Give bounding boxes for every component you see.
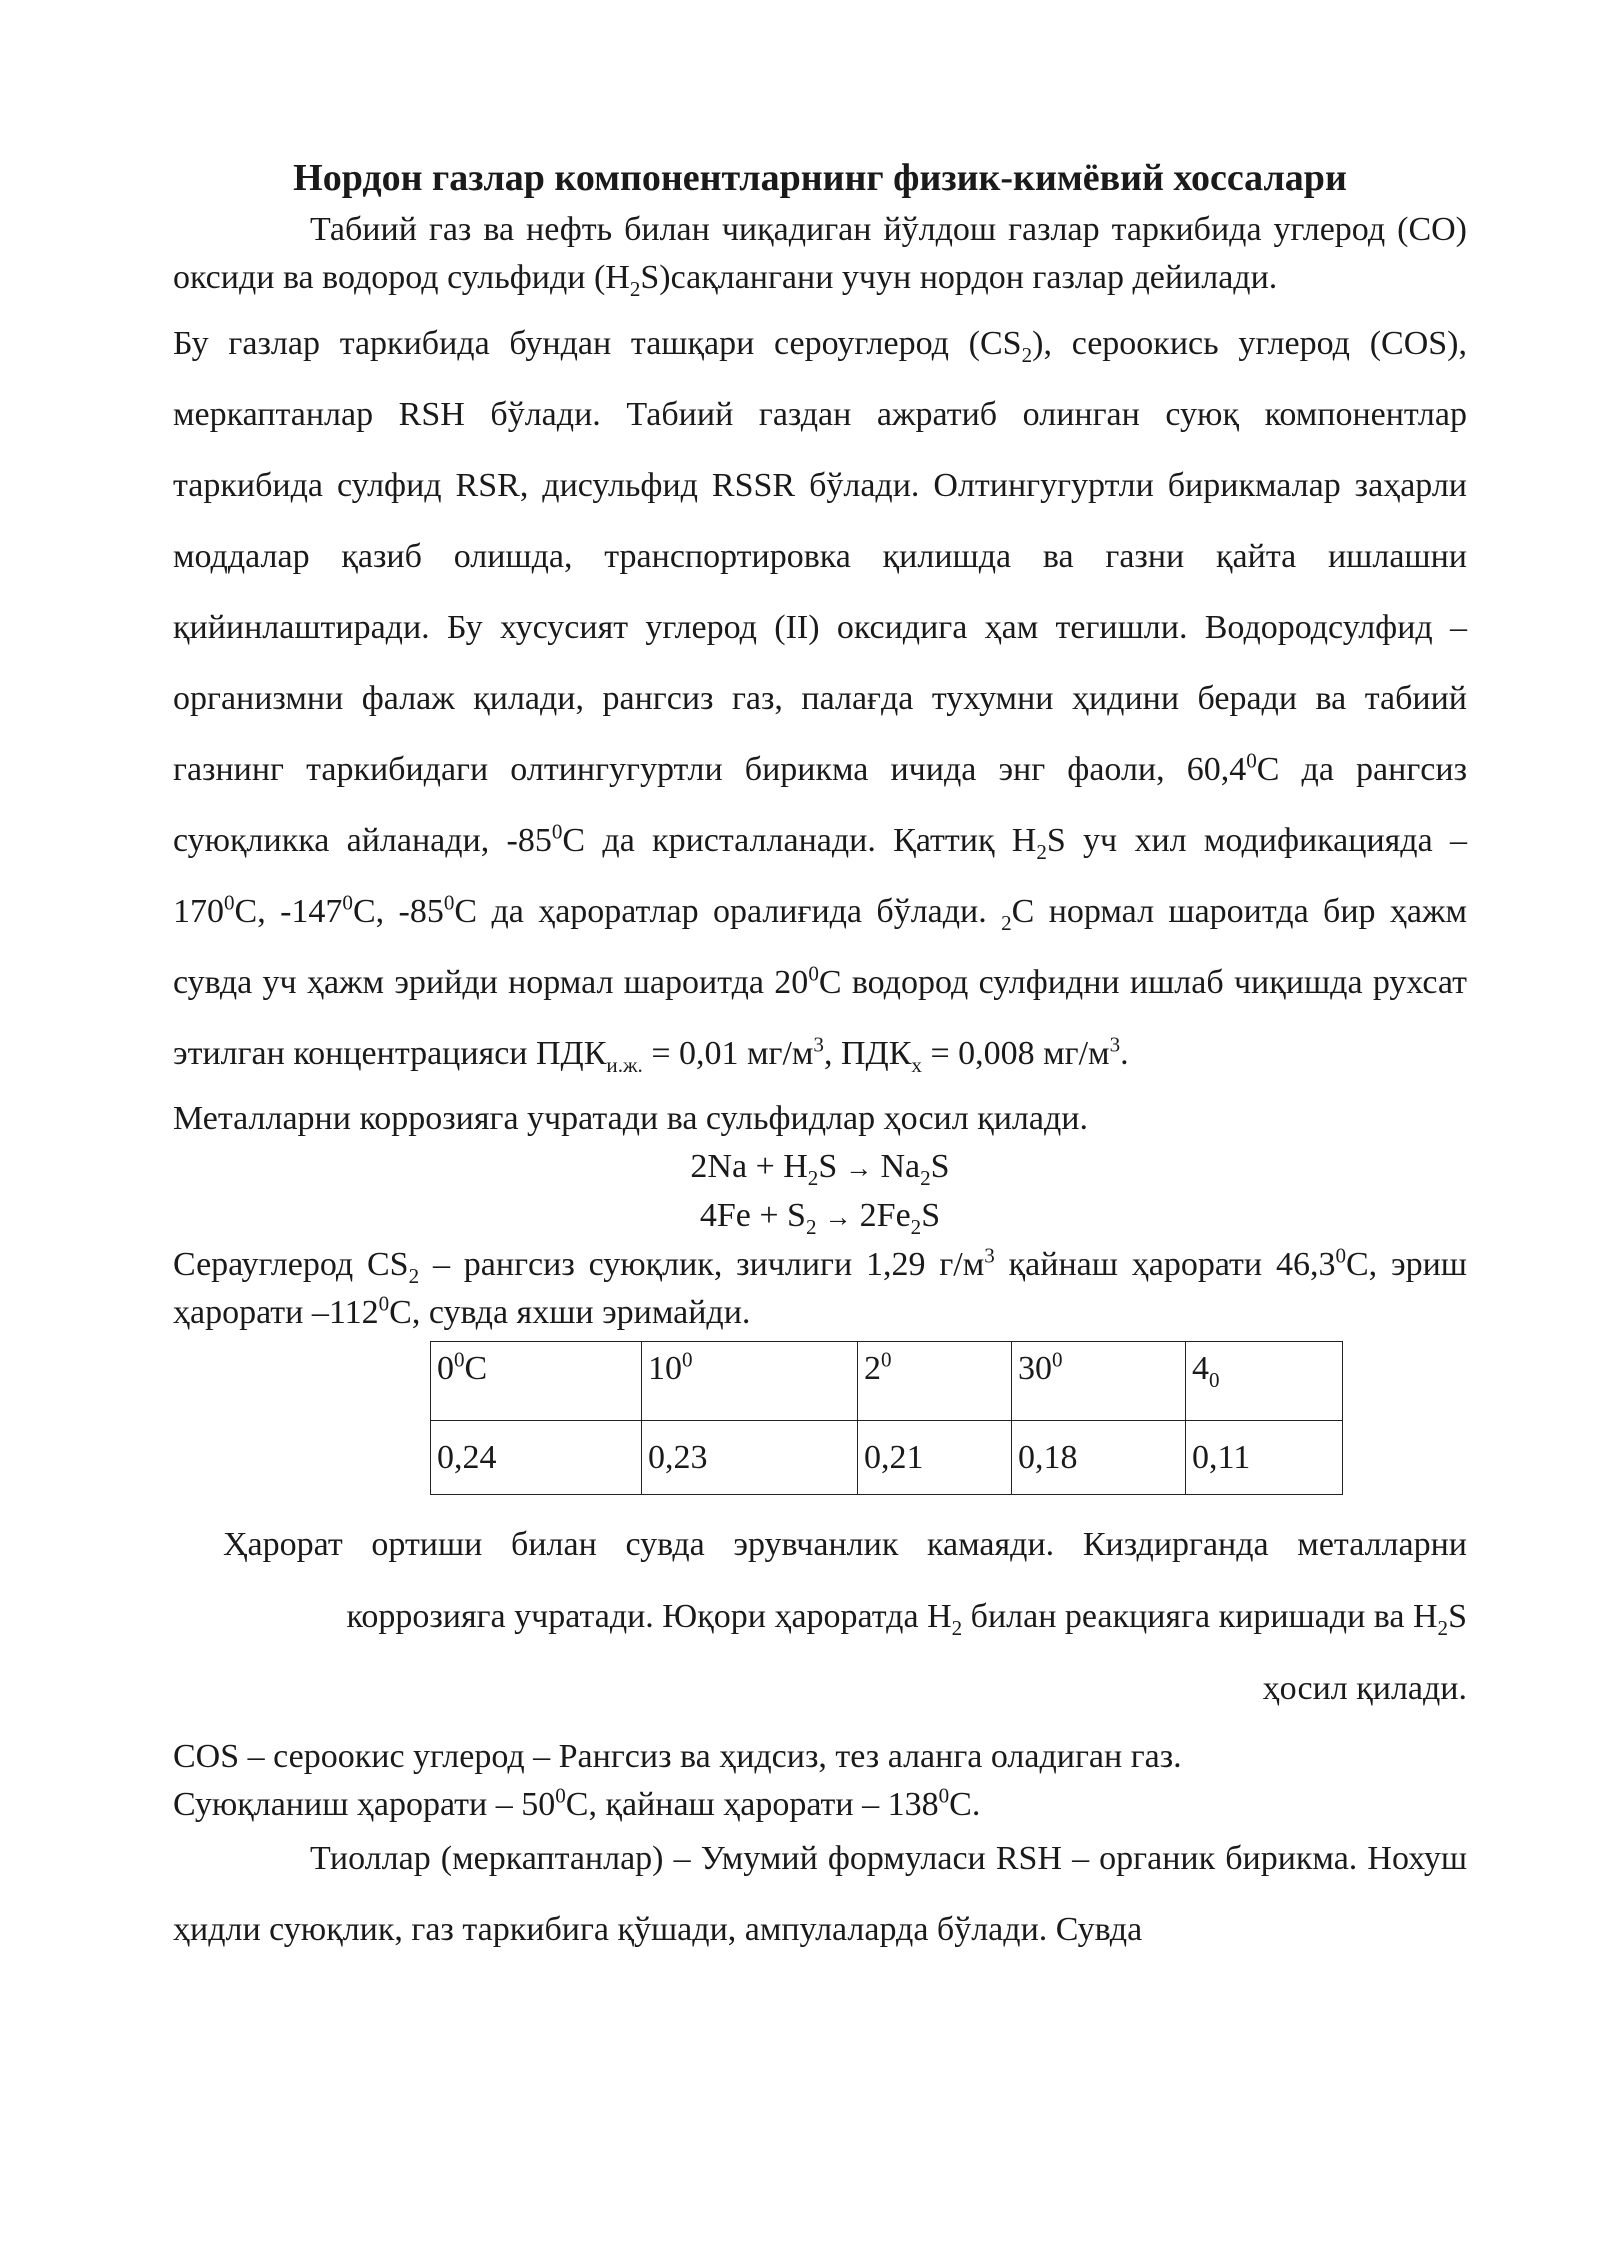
- text-run: С, эриш ҳарорати –112: [173, 1246, 1467, 1331]
- subscript: 2: [920, 1165, 931, 1190]
- equation-text: 2Na + H: [690, 1148, 808, 1185]
- superscript: 3: [1109, 1032, 1121, 1057]
- text-run: С.: [949, 1786, 981, 1823]
- text-run: S: [1448, 1598, 1467, 1635]
- superscript: 0: [378, 1291, 390, 1316]
- intro-paragraph: [173, 206, 1467, 302]
- text-run: С, сувда яхши эримайди.: [389, 1294, 751, 1331]
- reaction-arrow: →: [824, 1202, 852, 1232]
- text-run: S уч хил модификацияда –170: [173, 822, 1467, 930]
- text-run: С, қайнаш ҳарорати – 138: [565, 1786, 939, 1823]
- text-run: Суюқланиш ҳарорати – 50: [173, 1786, 556, 1823]
- superscript: 0: [551, 819, 563, 844]
- superscript: 0: [1052, 1347, 1063, 1372]
- subscript: 2: [629, 276, 641, 301]
- temperature-paragraph-end: ҳосил қилади.: [1262, 1670, 1467, 1707]
- text-run: С да рангсиз суюқликка айланади, -85: [173, 751, 1468, 859]
- text-run: Ҳарорат ортиши билан сувда эрувчанлик камаяди. Киздирганда металларни коррозияга учратади. Юқори ҳароратда H: [223, 1526, 1467, 1635]
- subscript: 2: [1021, 342, 1033, 367]
- text-run: қайнаш ҳарорати 46,3: [994, 1246, 1336, 1283]
- equation-text: 4Fe + S: [699, 1197, 806, 1234]
- cell-text: 4: [1192, 1350, 1209, 1387]
- superscript: 3: [813, 1032, 824, 1057]
- text-run: С нормал шароитда бир ҳажм сувда уч ҳажм эрийди нормал шароитда 20: [173, 893, 1468, 1001]
- text-run: = 0,008 мг/м: [921, 1035, 1110, 1072]
- superscript: 0: [342, 890, 353, 915]
- equation-sodium: [173, 1143, 1467, 1192]
- text-run: С, -147: [234, 893, 343, 930]
- subscript: 2: [910, 1214, 922, 1239]
- text-run: – рангсиз суюқлик, зичлиги 1,29 г/м: [419, 1246, 985, 1283]
- solubility-table: [430, 1341, 1343, 1495]
- table-header-row: [431, 1342, 1343, 1421]
- cos-temperature-paragraph: [173, 1781, 1467, 1829]
- text-run: , ПДК: [823, 1035, 912, 1072]
- cell-text: 10: [648, 1350, 682, 1387]
- equation-text: S: [921, 1197, 941, 1234]
- text-run: С водород сулфидни ишлаб чиқишда рухсат этилган концентрацияси ПДК: [173, 964, 1467, 1072]
- reaction-arrow: →: [845, 1153, 873, 1183]
- corrosion-paragraph: Металларни коррозияга учратади ва сульфидлар ҳосил қилади.: [173, 1100, 1088, 1137]
- subscript: и.ж.: [606, 1052, 643, 1077]
- table-row: [431, 1421, 1343, 1495]
- subscript: 0: [1209, 1367, 1220, 1392]
- text-run: Табиий газ ва нефть билан чиқадиган йўлдош газлар таркибида углерод (CO) оксиди ва водород сульфиди (H: [173, 211, 1467, 296]
- text-run: Серауглерод CS: [173, 1246, 409, 1283]
- text-run: С, -85: [352, 893, 444, 930]
- subscript: 2: [1036, 839, 1047, 864]
- table-cell: 0,21: [858, 1421, 1012, 1495]
- text-run: ), сероокись углерод (COS), меркаптанлар RSH бўлади. Табиий газдан ажратиб олинган суюқ компонентлар таркибида сулфид RSR, дисульфид RSSR бўлади. Олтингугуртли бирикмалар заҳарли моддалар қазиб олишда, транспортировка қилишда ва газни қайта ишлашни қийинлаштиради. Бу хусусият углерод (II) оксидига ҳам тегишли. Водородсулфид – организмни фалаж қилади, рангсиз газ, палағда тухумни ҳидини беради ва табиий газнинг таркибидаги олтингугуртли бирикма ичида энг фаоли, 60,4: [173, 325, 1467, 788]
- subscript: 2: [1437, 1615, 1449, 1640]
- equation-text: Na: [880, 1148, 921, 1185]
- superscript: 0: [881, 1347, 892, 1372]
- subscript: 2: [951, 1615, 963, 1640]
- table-cell: 0,23: [642, 1421, 858, 1495]
- text-run: Бу газлар таркибида бундан ташқари сероуглерод (CS: [173, 325, 1022, 362]
- table-cell: [858, 1342, 1012, 1421]
- equation-text: S: [818, 1148, 838, 1185]
- table-cell: 0,11: [1186, 1421, 1343, 1495]
- text-run: S)сақлангани учун нордон газлар дейилади.: [640, 259, 1278, 296]
- superscript: 0: [938, 1783, 950, 1808]
- subscript: х: [911, 1052, 922, 1077]
- superscript: 0: [555, 1783, 566, 1808]
- sulfur-compounds-paragraph: [173, 308, 1467, 1089]
- text-run: С да ҳароратлар оралиғида бўлади.: [454, 893, 1002, 930]
- table-cell: [1012, 1342, 1186, 1421]
- cos-paragraph: COS – сероокис углерод – Рангсиз ва ҳидсиз, тез аланга оладиган газ.: [173, 1738, 1182, 1775]
- superscript: 0: [1335, 1243, 1346, 1268]
- table-cell: [642, 1342, 858, 1421]
- subscript: 2: [408, 1263, 420, 1288]
- cell-text: С: [464, 1350, 488, 1387]
- table-cell: 0,18: [1012, 1421, 1186, 1495]
- text-run: .: [1120, 1035, 1129, 1072]
- subscript: 2: [805, 1214, 817, 1239]
- text-run: С да кристалланади. Қаттиқ H: [562, 822, 1037, 859]
- superscript: 0: [1246, 748, 1257, 773]
- table-cell: 0,24: [431, 1421, 642, 1495]
- superscript: 0: [454, 1347, 465, 1372]
- thiols-paragraph: Тиоллар (меркаптанлар) – Умумий формуласи RSH – органик бирикма. Нохуш ҳидли суюқлик, газ таркибига қўшади, ампулаларда бўлади. Сувда: [173, 1840, 1467, 1948]
- superscript: 3: [984, 1243, 995, 1268]
- text-run: билан реакцияга киришади ва H: [962, 1598, 1438, 1635]
- document-page: [173, 150, 1467, 1965]
- cell-text: 0: [437, 1350, 454, 1387]
- carbon-disulfide-paragraph: [173, 1241, 1467, 1337]
- text-run: = 0,01 мг/м: [642, 1035, 814, 1072]
- subscript: 2: [807, 1165, 819, 1190]
- equation-iron: [173, 1192, 1467, 1241]
- equation-text: S: [930, 1148, 950, 1185]
- temperature-paragraph: [223, 1509, 1467, 1653]
- superscript: 0: [224, 890, 235, 915]
- superscript: 0: [443, 890, 455, 915]
- cell-text: 30: [1018, 1350, 1052, 1387]
- page-title: Нордон газлар компонентларнинг физик-кимёвий хоссалари: [293, 157, 1347, 199]
- equation-text: 2Fe: [859, 1197, 911, 1234]
- subscript: 2: [1001, 910, 1012, 935]
- table-cell: [1186, 1342, 1343, 1421]
- cell-text: 2: [864, 1350, 881, 1387]
- superscript: 0: [808, 961, 819, 986]
- superscript: 0: [682, 1347, 693, 1372]
- table-cell: [431, 1342, 642, 1421]
